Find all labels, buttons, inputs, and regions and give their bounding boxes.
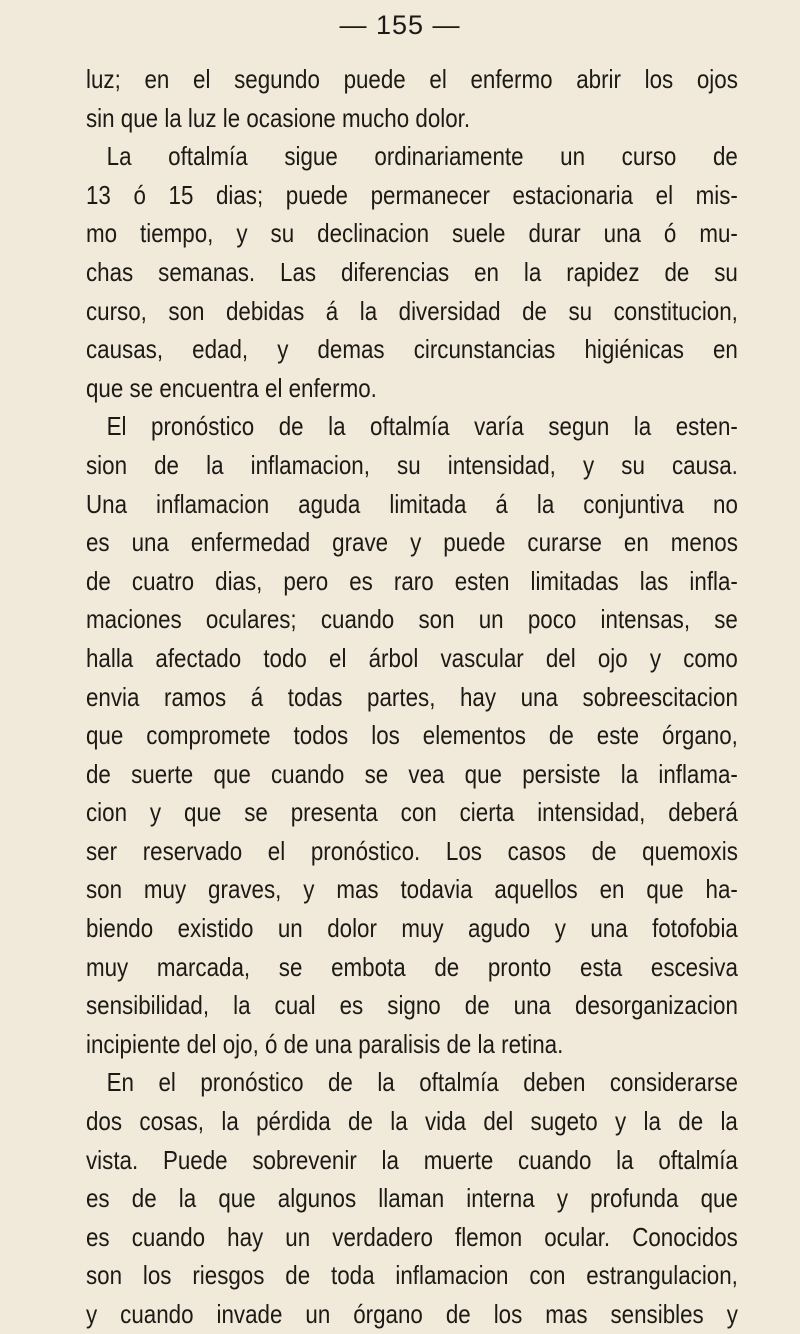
text-line: envia ramos á todas partes, hay una sobreescitacion — [86, 681, 738, 712]
text-line: incipiente del ojo, ó de una paralisis de la retina. — [86, 1028, 564, 1059]
text-line: son los riesgos de toda inflamacion con estrangulacion, — [86, 1260, 738, 1291]
text-line: y cuando invade un órgano de los mas sensibles y — [86, 1299, 738, 1329]
text-line: halla afectado todo el árbol vascular del ojo y como — [86, 642, 738, 673]
text-line: de suerte que cuando se vea que persiste la inflama- — [86, 758, 738, 789]
text-line: luz; en el segundo puede el enfermo abrir los ojos — [86, 64, 738, 94]
text-line: es de la que algunos llaman interna y profunda que — [86, 1183, 738, 1214]
text-line: sensibilidad, la cual es signo de una desorganizacion — [86, 990, 738, 1021]
text-line: es cuando hay un verdadero flemon ocular. Conocidos — [86, 1221, 738, 1252]
text-line: En el pronóstico de la oftalmía deben considerarse — [106, 1067, 738, 1098]
text-line: que se encuentra el enfermo. — [86, 372, 377, 403]
text-line: sion de la inflamacion, su intensidad, y su causa. — [86, 449, 738, 480]
text-line: son muy graves, y mas todavia aquellos en que ha- — [86, 874, 738, 905]
text-line: vista. Puede sobrevenir la muerte cuando la oftalmía — [86, 1144, 738, 1175]
page-number: — 155 — — [339, 10, 461, 40]
text-line: de cuatro dias, pero es raro esten limitadas las infla- — [86, 565, 738, 596]
text-line: dos cosas, la pérdida de la vida del sugeto y la de la — [86, 1106, 738, 1137]
text-line: que compromete todos los elementos de este órgano, — [86, 720, 738, 751]
text-line: La oftalmía sigue ordinariamente un curso de — [106, 141, 738, 172]
text-line: cion y que se presenta con cierta intensidad, deberá — [86, 797, 738, 828]
text-line: biendo existido un dolor muy agudo y una fotofobia — [86, 913, 738, 944]
text-line: 13 ó 15 dias; puede permanecer estacionaria el mis- — [86, 179, 738, 210]
text-line: chas semanas. Las diferencias en la rapidez de su — [86, 256, 738, 287]
text-line: Una inflamacion aguda limitada á la conjuntiva no — [86, 488, 738, 519]
text-line: maciones oculares; cuando son un poco intensas, se — [86, 604, 738, 635]
body-text — [86, 60, 738, 1334]
text-line: ser reservado el pronóstico. Los casos de quemoxis — [86, 835, 738, 866]
text-line: es una enfermedad grave y puede curarse en menos — [86, 527, 738, 558]
text-line: El pronóstico de la oftalmía varía segun la esten- — [106, 411, 738, 442]
text-line: muy marcada, se embota de pronto esta escesiva — [86, 951, 738, 982]
text-line: curso, son debidas á la diversidad de su constitucion, — [86, 295, 738, 326]
text-line: mo tiempo, y su declinacion suele durar una ó mu- — [86, 218, 738, 249]
text-line: sin que la luz le ocasione mucho dolor. — [86, 102, 471, 133]
text-line: causas, edad, y demas circunstancias higiénicas en — [86, 334, 738, 365]
